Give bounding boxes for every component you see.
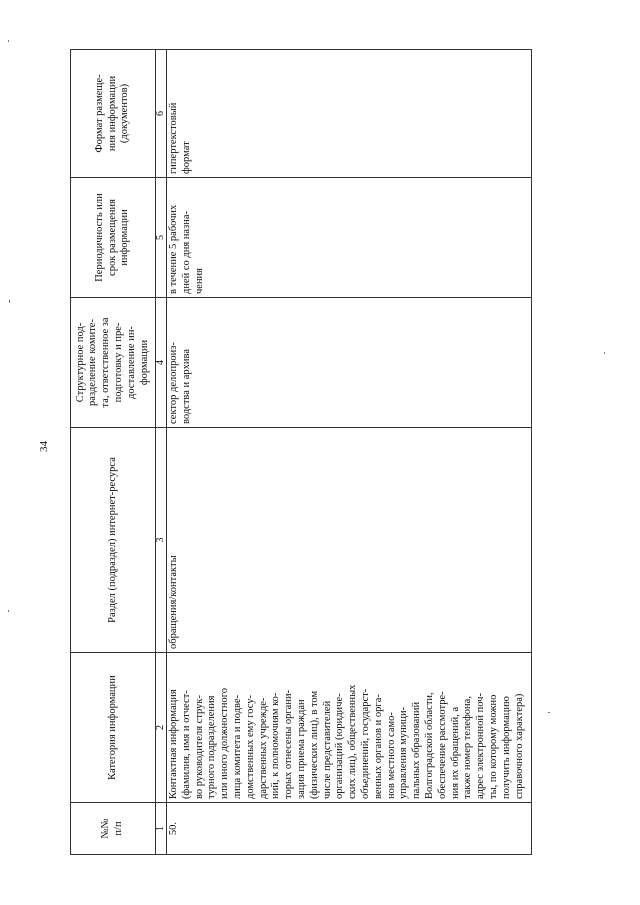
column-number-row (156, 50, 167, 855)
scan-speck (8, 40, 9, 42)
table-header-row (71, 50, 156, 855)
section-cell: обращения/контакты (167, 428, 532, 653)
periodicity-cell: в течение 5 рабочих дней со дня назна- чения (167, 178, 532, 298)
scan-speck (9, 300, 10, 303)
category-cell: Контактная информация (фамилия, имя и отчест- во руководителя струк- турного подразделения или иного должностного лица комитета и подве- домственных ему госу- дарственных учрежде- ний, к полномочиям ко- торых отнесены органи- зация приема граждан (физических лиц), в том числе представителей организаций (юридиче- ских лиц), общественных объединений, государст- венных органов и орга- нов местного само- управления муници- пальных образований Волгоградской области, обеспечение рассмотре- ния их обращений, а также номер телефона, адрес электронной поч- ты, по которому можно получить информацию справочного характера) (167, 653, 532, 803)
column-number: 1 (156, 803, 167, 855)
header-section: Раздел (подраздел) интернет-ресурса (71, 428, 156, 653)
header-format: Формат размеще- ния информации (документов) (71, 50, 156, 178)
scan-speck (8, 610, 9, 612)
scan-speck (604, 352, 605, 354)
department-cell: сектор делопроиз- водства и архива (167, 298, 532, 428)
row-number: 50. (167, 803, 532, 855)
information-table (70, 49, 532, 855)
header-category: Категория информации (71, 653, 156, 803)
column-number: 4 (156, 298, 167, 428)
scan-speck (548, 712, 550, 713)
column-number: 5 (156, 178, 167, 298)
page-number: 34 (38, 441, 50, 452)
header-number: №№ п/п (71, 803, 156, 855)
column-number: 3 (156, 428, 167, 653)
table-row (167, 50, 532, 855)
header-periodicity: Периодичность или срок размещения информации (71, 178, 156, 298)
column-number: 2 (156, 653, 167, 803)
document-sheet (70, 50, 590, 855)
header-department: Структурное под- разделение комите- та, ответственное за подготовку и пре- доставление ин- формации (71, 298, 156, 428)
column-number: 6 (156, 50, 167, 178)
format-cell: гипертекстовый формат (167, 50, 532, 178)
